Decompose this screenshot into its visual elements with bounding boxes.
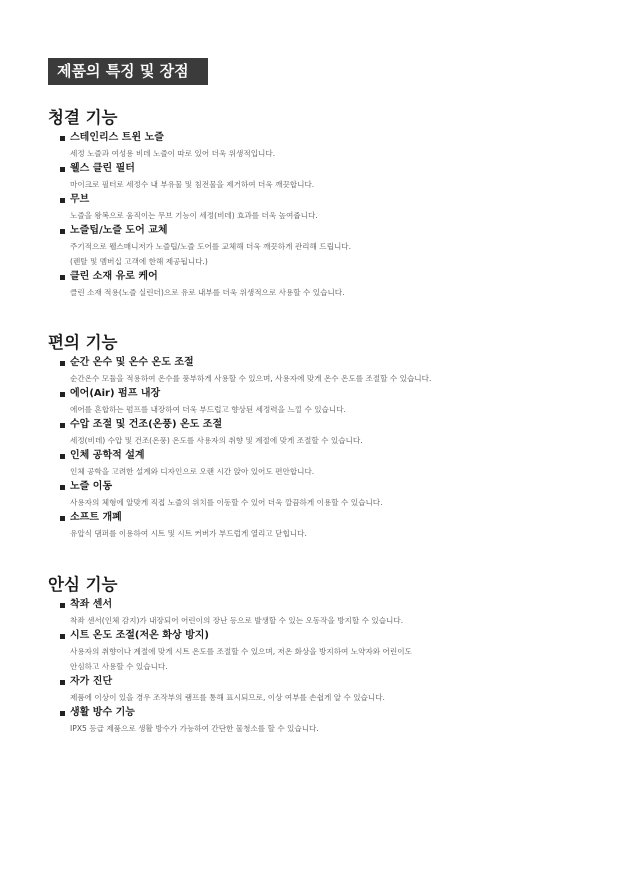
item-title: 생활 방수 기능	[70, 707, 135, 718]
square-bullet-icon	[60, 485, 65, 490]
item-title: 인체 공학적 설계	[70, 450, 145, 461]
item-title: 순간 온수 및 온수 온도 조절	[70, 357, 194, 368]
square-bullet-icon	[60, 275, 65, 280]
list-item	[48, 161, 608, 192]
item-title: 웰스 클린 필터	[70, 163, 135, 174]
item-title: 시트 온도 조절(저온 화상 방지)	[70, 630, 209, 641]
list-item	[48, 417, 608, 448]
item-description: 착좌 센서(인체 감지)가 내장되어 어린이의 장난 등으로 발생할 수 있는 오동작을 방지할 수 있습니다.	[70, 616, 404, 625]
list-item	[48, 223, 608, 269]
item-description: 순간온수 모듈을 적용하여 온수를 풍부하게 사용할 수 있으며, 사용자에 맞게 온수 온도를 조절할 수 있습니다.	[70, 374, 432, 383]
list-item	[48, 192, 608, 223]
list-item	[48, 479, 608, 510]
section-title: 안심 기능	[48, 575, 118, 594]
item-title: 무브	[70, 194, 90, 205]
item-description: 유압식 댐퍼를 이용하여 시트 및 시트 커버가 부드럽게 열리고 닫힙니다.	[70, 529, 307, 538]
list-item	[48, 705, 608, 736]
item-description: IPX5 등급 제품으로 생활 방수가 가능하여 간단한 물청소를 할 수 있습니다.	[70, 724, 319, 733]
item-description: 세정(비데) 수압 및 건조(온풍) 온도를 사용자의 취향 및 계절에 맞게 조절할 수 있습니다.	[70, 436, 363, 445]
square-bullet-icon	[60, 634, 65, 639]
list-item	[48, 269, 608, 300]
item-title: 에어(Air) 펌프 내장	[70, 388, 161, 399]
section-cleanliness	[48, 106, 608, 300]
item-description: 인체 공학을 고려한 설계와 디자인으로 오랜 시간 앉아 있어도 편안합니다.	[70, 467, 315, 476]
list-item	[48, 448, 608, 479]
section-convenience	[48, 331, 608, 541]
item-description: 사용자의 취향이나 계절에 맞게 시트 온도를 조절할 수 있으며, 저온 화상을 방지하여 노약자와 어린이도	[70, 647, 412, 656]
square-bullet-icon	[60, 454, 65, 459]
list-item	[48, 355, 608, 386]
square-bullet-icon	[60, 680, 65, 685]
item-title: 자가 진단	[70, 676, 113, 687]
square-bullet-icon	[60, 136, 65, 141]
item-description: 에어를 혼합하는 펌프를 내장하여 더욱 부드럽고 향상된 세정력을 느낄 수 있습니다.	[70, 405, 346, 414]
item-description: 주기적으로 웰스매니저가 노즐팁/노즐 도어를 교체해 더욱 깨끗하게 관리해 드립니다.	[70, 242, 352, 251]
item-title: 클린 소재 유로 케어	[70, 271, 158, 282]
item-title: 수압 조절 및 건조(온풍) 온도 조절	[70, 419, 223, 430]
list-item	[48, 386, 608, 417]
list-item	[48, 674, 608, 705]
section-title: 편의 기능	[48, 333, 118, 352]
item-title: 노즐팁/노즐 도어 교체	[70, 225, 168, 236]
square-bullet-icon	[60, 198, 65, 203]
item-description: 마이크로 필터로 세정수 내 부유물 및 침전물을 제거하여 더욱 깨끗합니다.	[70, 180, 315, 189]
item-note: (렌탈 및 멤버십 고객에 한해 제공됩니다.)	[70, 257, 208, 266]
item-title: 스테인리스 트윈 노즐	[70, 132, 164, 143]
list-item	[48, 130, 608, 161]
item-title: 소프트 개폐	[70, 512, 122, 523]
item-description-continued: 안심하고 사용할 수 있습니다.	[70, 662, 168, 671]
page-title: 제품의 특징 및 장점	[48, 58, 208, 85]
item-title: 착좌 센서	[70, 599, 113, 610]
square-bullet-icon	[60, 392, 65, 397]
square-bullet-icon	[60, 423, 65, 428]
list-item	[48, 510, 608, 541]
item-description: 세정 노즐과 여성용 비데 노즐이 따로 있어 더욱 위생적입니다.	[70, 149, 276, 158]
item-description: 제품에 이상이 있을 경우 조작부의 램프를 통해 표시되므로, 이상 여부를 손쉽게 알 수 있습니다.	[70, 693, 385, 702]
square-bullet-icon	[60, 516, 65, 521]
section-title: 청결 기능	[48, 108, 118, 127]
square-bullet-icon	[60, 229, 65, 234]
section-safety	[48, 573, 608, 736]
feature-list	[48, 355, 608, 541]
item-description: 노즐을 왕복으로 움직이는 무브 기능이 세정(비데) 효과를 더욱 높여줍니다.	[70, 211, 318, 220]
list-item	[48, 597, 608, 628]
feature-list	[48, 130, 608, 300]
square-bullet-icon	[60, 361, 65, 366]
item-description: 클린 소재 적용(노즐 실린더)으로 유로 내부를 더욱 위생적으로 사용할 수 있습니다.	[70, 288, 345, 297]
square-bullet-icon	[60, 167, 65, 172]
square-bullet-icon	[60, 603, 65, 608]
square-bullet-icon	[60, 711, 65, 716]
list-item	[48, 628, 608, 674]
feature-list	[48, 597, 608, 736]
item-description: 사용자의 체형에 알맞게 직접 노즐의 위치를 이동할 수 있어 더욱 깔끔하게 이용할 수 있습니다.	[70, 498, 383, 507]
item-title: 노즐 이동	[70, 481, 113, 492]
